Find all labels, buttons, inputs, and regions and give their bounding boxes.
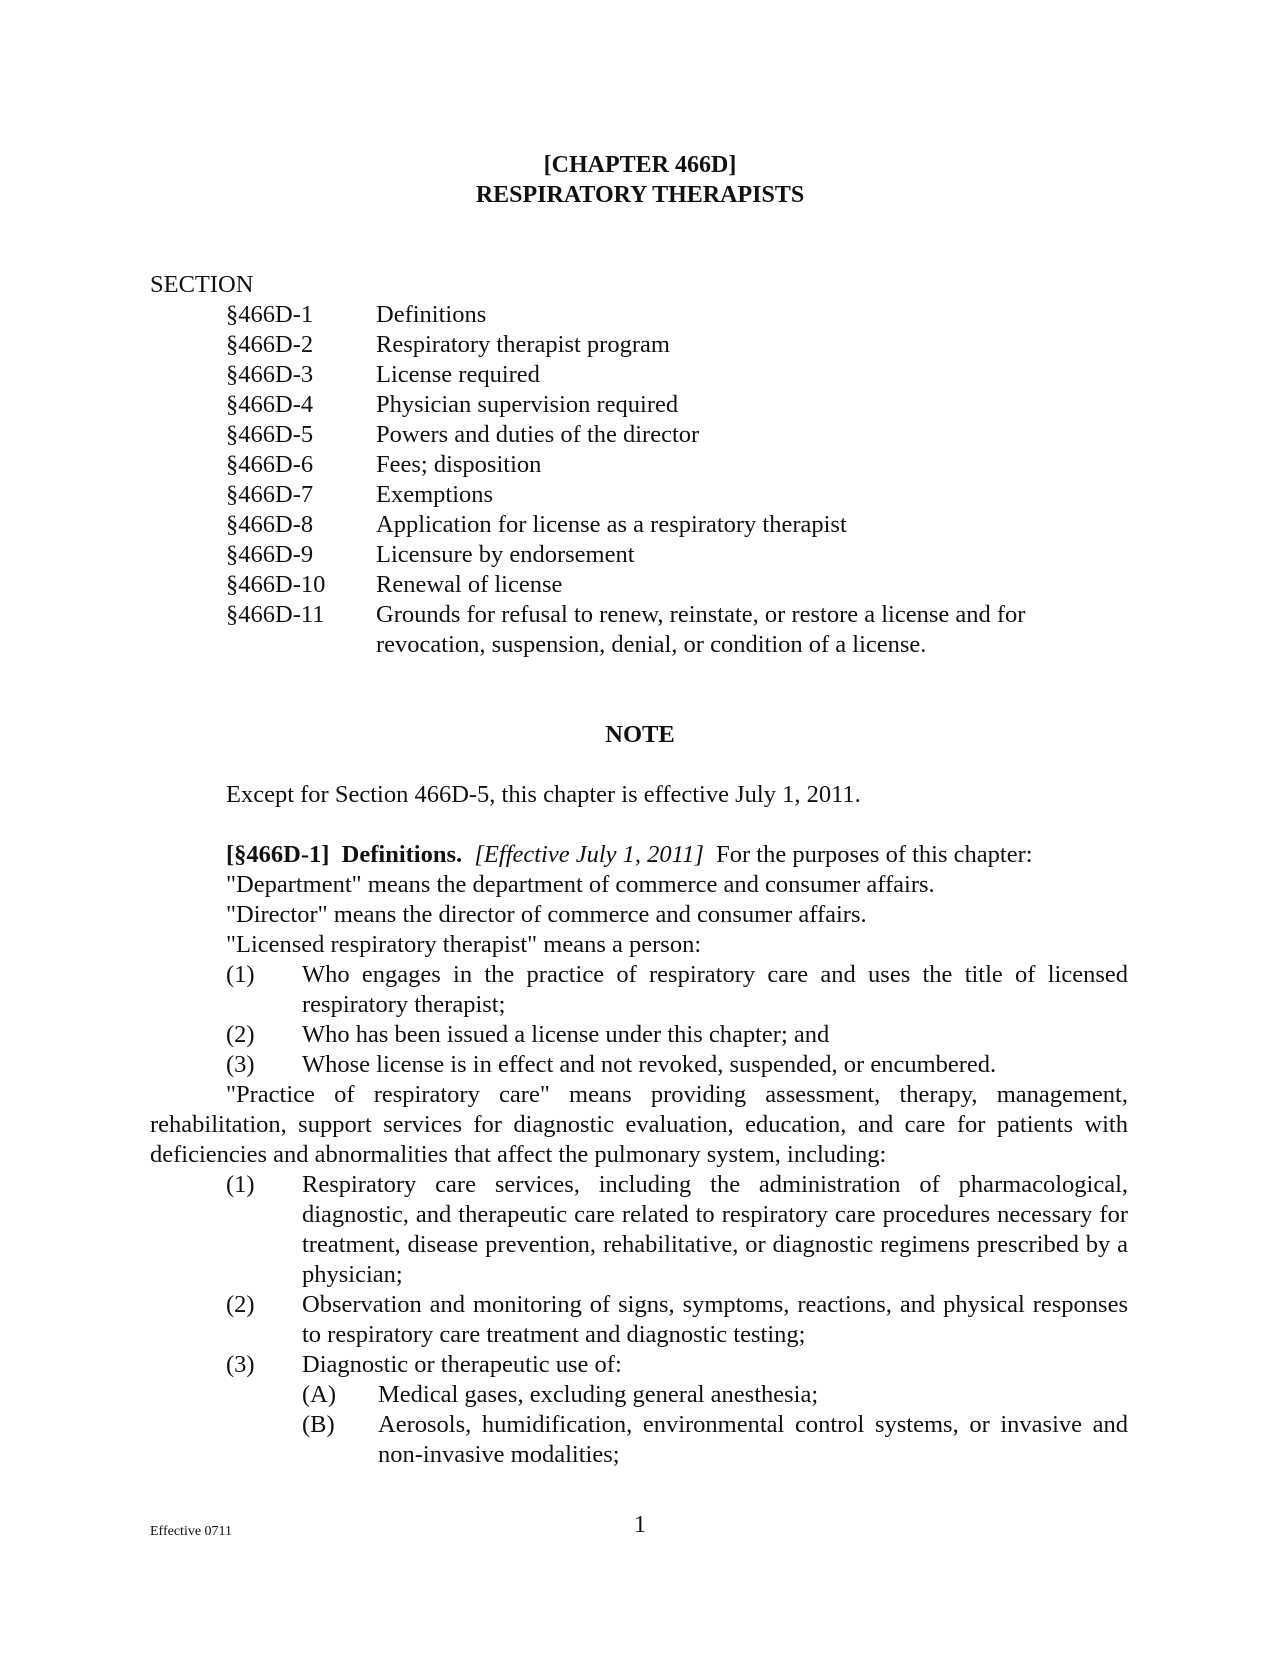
toc-title: Licensure by endorsement bbox=[376, 541, 635, 568]
list-item-text: Who engages in the practice of respiratory care and uses the title of licensed respiratory therapist; bbox=[302, 961, 1128, 1018]
list-item-text: Whose license is in effect and not revoked, suspended, or encumbered. bbox=[302, 1051, 997, 1078]
note-heading: NOTE bbox=[605, 721, 675, 748]
list-item bbox=[150, 1050, 1128, 1080]
list-item-text: Respiratory care services, including the administration of pharmacological, diagnostic, and therapeutic care related to respiratory care procedures necessary for treatment, disease prevention, rehabilitative, or diagnostic regimens prescribed by a physician; bbox=[302, 1171, 1128, 1288]
sub-list-item-letter: (A) bbox=[302, 1381, 337, 1408]
toc-number: §466D-9 bbox=[226, 541, 314, 568]
list-item-number: (3) bbox=[226, 1051, 255, 1078]
list-item bbox=[150, 960, 1128, 1020]
toc-row bbox=[226, 300, 1126, 330]
list-item-number: (1) bbox=[226, 1171, 255, 1198]
toc-title: License required bbox=[376, 361, 540, 388]
toc-title: Exemptions bbox=[376, 481, 494, 508]
sub-list-item bbox=[150, 1380, 1128, 1410]
list-item-number: (2) bbox=[226, 1291, 255, 1318]
table-of-contents bbox=[226, 300, 1126, 660]
toc-row bbox=[226, 510, 1126, 540]
toc-title: Powers and duties of the director bbox=[376, 421, 700, 448]
section-intro: For the purposes of this chapter: bbox=[716, 841, 1033, 868]
definition-licensed-therapist: "Licensed respiratory therapist" means a person: bbox=[226, 931, 702, 958]
toc-row bbox=[226, 360, 1126, 390]
toc-row bbox=[226, 600, 1126, 660]
page-number: 1 bbox=[634, 1512, 646, 1538]
chapter-number: [CHAPTER 466D] bbox=[543, 152, 737, 178]
toc-title: Grounds for refusal to renew, reinstate, or restore a license and for revocation, suspension, denial, or condition of a license. bbox=[376, 601, 1026, 658]
toc-row bbox=[226, 330, 1126, 360]
toc-title: Fees; disposition bbox=[376, 451, 542, 478]
section-title: Definitions. bbox=[341, 841, 463, 868]
list-item-text: Who has been issued a license under this chapter; and bbox=[302, 1021, 830, 1048]
definition-director: "Director" means the director of commerce and consumer affairs. bbox=[226, 901, 867, 928]
toc-title: Renewal of license bbox=[376, 571, 563, 598]
sub-list-item bbox=[150, 1410, 1128, 1470]
toc-title: Physician supervision required bbox=[376, 391, 679, 418]
toc-row bbox=[226, 450, 1126, 480]
list-item-number: (2) bbox=[226, 1021, 255, 1048]
toc-number: §466D-6 bbox=[226, 451, 314, 478]
toc-number: §466D-10 bbox=[226, 571, 326, 598]
toc-label: SECTION bbox=[150, 271, 254, 298]
toc-number: §466D-8 bbox=[226, 511, 314, 538]
toc-row bbox=[226, 540, 1126, 570]
toc-number: §466D-3 bbox=[226, 361, 314, 388]
section-reference: [§466D-1] bbox=[226, 841, 330, 868]
toc-number: §466D-7 bbox=[226, 481, 314, 508]
toc-row bbox=[226, 390, 1126, 420]
toc-title: Respiratory therapist program bbox=[376, 331, 670, 358]
definition-department: "Department" means the department of commerce and consumer affairs. bbox=[226, 871, 935, 898]
list-item bbox=[150, 1290, 1128, 1350]
toc-number: §466D-1 bbox=[226, 301, 314, 328]
chapter-title: RESPIRATORY THERAPISTS bbox=[475, 182, 805, 208]
toc-number: §466D-11 bbox=[226, 601, 325, 628]
list-item-text: Diagnostic or therapeutic use of: bbox=[302, 1351, 622, 1378]
definitions-section bbox=[150, 840, 1128, 1470]
definition-practice: "Practice of respiratory care" means providing assessment, therapy, management, rehabilitation, support services for diagnostic evaluation, education, and care for patients with deficiencies and abnormalities that affect the pulmonary system, including: bbox=[150, 1081, 1128, 1168]
section-heading-line bbox=[150, 840, 1128, 870]
toc-row bbox=[226, 480, 1126, 510]
toc-row bbox=[226, 570, 1126, 600]
chapter-heading bbox=[0, 150, 1280, 210]
toc-row bbox=[226, 420, 1126, 450]
toc-number: §466D-2 bbox=[226, 331, 314, 358]
toc-title: Definitions bbox=[376, 301, 487, 328]
list-item-number: (3) bbox=[226, 1351, 255, 1378]
footer-effective-code: Effective 0711 bbox=[150, 1524, 233, 1539]
toc-title: Application for license as a respiratory therapist bbox=[376, 511, 847, 538]
list-item bbox=[150, 1350, 1128, 1380]
sub-list-item-letter: (B) bbox=[302, 1411, 335, 1438]
list-item bbox=[150, 1170, 1128, 1290]
toc-number: §466D-5 bbox=[226, 421, 314, 448]
list-item-text: Observation and monitoring of signs, symptoms, reactions, and physical responses to respiratory care treatment and diagnostic testing; bbox=[302, 1291, 1128, 1348]
sub-list-item-text: Aerosols, humidification, environmental control systems, or invasive and non-invasive modalities; bbox=[378, 1411, 1128, 1468]
sub-list-item-text: Medical gases, excluding general anesthesia; bbox=[378, 1381, 819, 1408]
list-item-number: (1) bbox=[226, 961, 255, 988]
effective-date: [Effective July 1, 2011] bbox=[474, 841, 704, 868]
list-item bbox=[150, 1020, 1128, 1050]
note-text: Except for Section 466D-5, this chapter is effective July 1, 2011. bbox=[226, 781, 861, 808]
toc-number: §466D-4 bbox=[226, 391, 314, 418]
